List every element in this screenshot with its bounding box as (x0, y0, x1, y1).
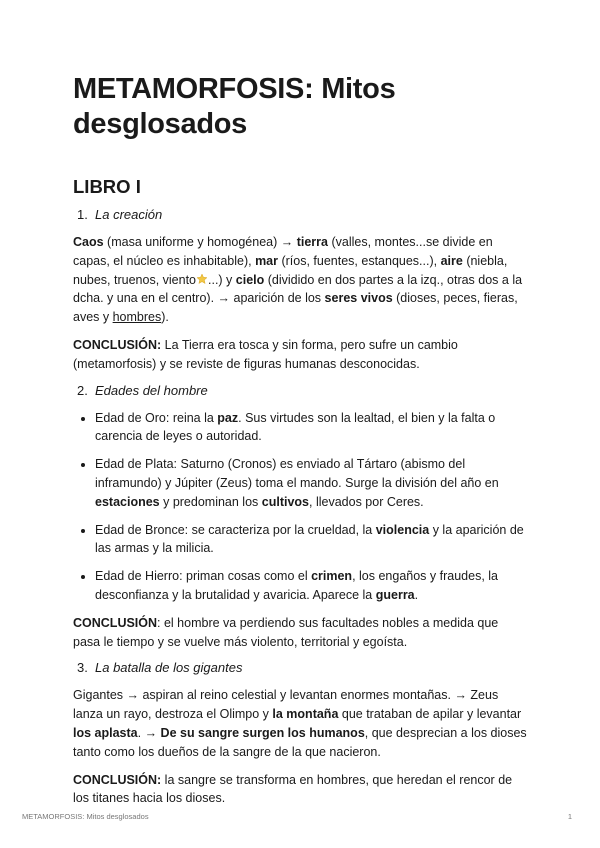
term-mar: mar (255, 253, 278, 268)
ages-list (73, 409, 528, 605)
term-seres-vivos: seres vivos (324, 291, 393, 306)
list-item-oro: • Edad de Oro: reina la paz. Sus virtudes son la lealtad, el bien y la falta o carencia de leyes o autoridad. (95, 409, 528, 447)
document-page (73, 72, 528, 808)
section-3-title (73, 659, 528, 677)
section-1-number: 1. (77, 207, 88, 222)
page-title: METAMORFOSIS: Mitos desglosados (73, 73, 396, 140)
creation-paragraph: Caos (masa uniforme y homogénea) → tierra (valles, montes...se divide en capas, el núcleo es inhabitable), mar (ríos, fuentes, estanques...), aire (niebla, nubes, truenos, viento ...) y cielo (dividido en dos partes a la izq., otras dos a la dcha. y una en el centro). → aparición de los seres vivos (dioses, peces, fieras, aves y hombres). (73, 235, 523, 325)
page-footer (22, 812, 572, 821)
term-aire: aire (440, 253, 463, 268)
page-number: 1 (567, 812, 572, 821)
section-2-number: 2. (77, 382, 88, 398)
list-item-bronce: • Edad de Bronce: se caracteriza por la crueldad, la violencia y la aparición de las armas y la milicia. (95, 521, 528, 559)
list-item-plata: • Edad de Plata: Saturno (Cronos) es enviado al Tártaro (abismo del inframundo) y Júpiter (Zeus) toma el mando. Surge la división del año en estaciones y predominan los cultivos, llevados por Ceres. (95, 455, 528, 511)
conclusion-label: CONCLUSIÓN: (73, 772, 162, 787)
book-heading: LIBRO I (73, 176, 141, 197)
conclusion-1: CONCLUSIÓN: La Tierra era tosca y sin forma, pero sufre un cambio (metamorfosis) y se reviste de figuras humanas desconocidas. (73, 337, 458, 371)
term-caos: Caos (73, 235, 104, 249)
section-1-title (73, 206, 528, 224)
term-cielo: cielo (235, 272, 265, 287)
section-3-label: La batalla de los gigantes (95, 660, 243, 676)
conclusion-label: CONCLUSIÓN: (73, 337, 162, 352)
giants-paragraph: Gigantes → aspiran al reino celestial y levantan enormes montañas. → Zeus lanza un rayo, destroza el Olimpo y la montaña que trataban de apilar y levantar los aplasta. → De su sangre surgen los humanos, que desprecian a los dioses tanto como los dueños de la sangre de la que nacieron. (73, 688, 527, 759)
star-icon (196, 273, 208, 285)
conclusion-3: CONCLUSIÓN: la sangre se transforma en hombres, que heredan el rencor de los titanes hacia los dioses. (73, 772, 513, 806)
section-1-label: La creación (95, 207, 163, 222)
list-item-hierro: • Edad de Hierro: priman cosas como el crimen, los engaños y fraudes, la desconfianza y la brutalidad y avaricia. Aparece la guerra. (95, 567, 528, 605)
section-2-label: Edades del hombre (95, 382, 208, 398)
conclusion-label: CONCLUSIÓN (73, 615, 158, 630)
conclusion-2: CONCLUSIÓN: el hombre va perdiendo sus facultades nobles a medida que pasa le tiempo y se vuelve más violento, territorial y egoísta. (73, 615, 499, 649)
section-3-number: 3. (77, 660, 88, 676)
section-2-title (73, 382, 528, 400)
footer-title: METAMORFOSIS: Mitos desglosados (22, 812, 149, 821)
term-tierra: tierra (296, 235, 328, 249)
term-hombres: hombres (112, 310, 162, 325)
